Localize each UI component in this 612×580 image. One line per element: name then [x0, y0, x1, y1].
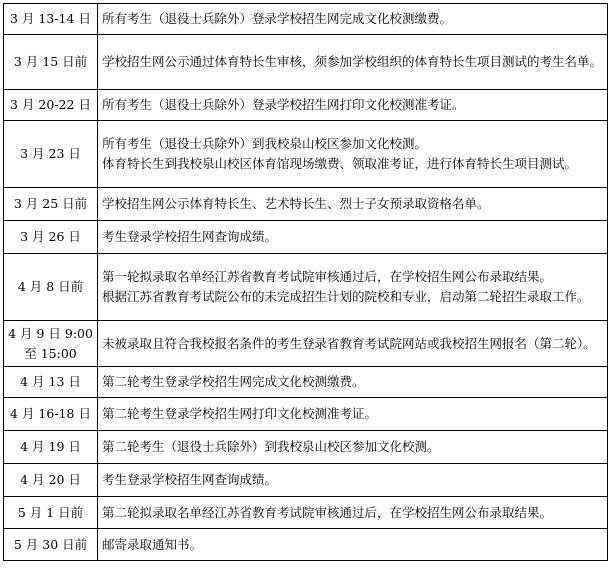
- task-cell: 学校招生网公示体育特长生、艺术特长生、烈士子女预录取资格名单。: [98, 188, 608, 221]
- table-row: [4, 188, 608, 221]
- table-row: [4, 254, 608, 321]
- table-row: [4, 431, 608, 464]
- table-row: [4, 464, 608, 497]
- task-cell: 第二轮拟录取名单经江苏省教育考试院审核通过后，在学校招生网公布录取结果。: [98, 497, 608, 529]
- table-row: [4, 497, 608, 529]
- admission-schedule-table: [3, 3, 608, 561]
- task-cell: 学校招生网公示通过体育特长生审核，须参加学校组织的体育特长生项目测试的考生名单。: [98, 35, 608, 90]
- table-row: [4, 321, 608, 367]
- date-cell: 5 月 1 日前: [4, 497, 98, 529]
- task-cell: 所有考生（退役士兵除外）登录学校招生网完成文化校测缴费。: [98, 4, 608, 35]
- task-cell: 未被录取且符合我校报名条件的考生登录省教育考试院网站或我校招生网报名（第二轮）。: [98, 321, 608, 367]
- task-cell: 第二轮考生登录学校招生网完成文化校测缴费。: [98, 367, 608, 398]
- date-cell: 4 月 9 日 9:00 至 15:00: [4, 321, 98, 367]
- task-cell: 第二轮考生登录学校招生网打印文化校测准考证。: [98, 398, 608, 431]
- table-row: [4, 90, 608, 121]
- task-cell: 考生登录学校招生网查询成绩。: [98, 464, 608, 497]
- table-row: [4, 221, 608, 254]
- table-row: [4, 4, 608, 35]
- task-cell: 第二轮考生（退役士兵除外）到我校泉山校区参加文化校测。: [98, 431, 608, 464]
- date-cell: 3 月 20-22 日: [4, 90, 98, 121]
- date-cell: 3 月 26 日: [4, 221, 98, 254]
- date-cell: 4 月 13 日: [4, 367, 98, 398]
- date-cell: 3 月 23 日: [4, 121, 98, 188]
- table-row: [4, 35, 608, 90]
- task-cell: 所有考生（退役士兵除外）登录学校招生网打印文化校测准考证。: [98, 90, 608, 121]
- date-cell: 3 月 15 日前: [4, 35, 98, 90]
- date-cell: 4 月 19 日: [4, 431, 98, 464]
- date-cell: 5 月 30 日前: [4, 529, 98, 561]
- task-cell: 邮寄录取通知书。: [98, 529, 608, 561]
- date-cell: 3 月 13-14 日: [4, 4, 98, 35]
- date-cell: 3 月 25 日前: [4, 188, 98, 221]
- task-cell: 所有考生（退役士兵除外）到我校泉山校区参加文化校测。 体育特长生到我校泉山校区体育馆现场缴费、领取准考证，进行体育特长生项目测试。: [98, 121, 608, 188]
- table-row: [4, 121, 608, 188]
- table-row: [4, 398, 608, 431]
- table-row: [4, 367, 608, 398]
- date-cell: 4 月 16-18 日: [4, 398, 98, 431]
- task-cell: 第一轮拟录取名单经江苏省教育考试院审核通过后，在学校招生网公布录取结果。 根据江苏省教育考试院公布的未完成招生计划的院校和专业，启动第二轮招生录取工作。: [98, 254, 608, 321]
- task-cell: 考生登录学校招生网查询成绩。: [98, 221, 608, 254]
- date-cell: 4 月 8 日前: [4, 254, 98, 321]
- date-cell: 4 月 20 日: [4, 464, 98, 497]
- table-row: [4, 529, 608, 561]
